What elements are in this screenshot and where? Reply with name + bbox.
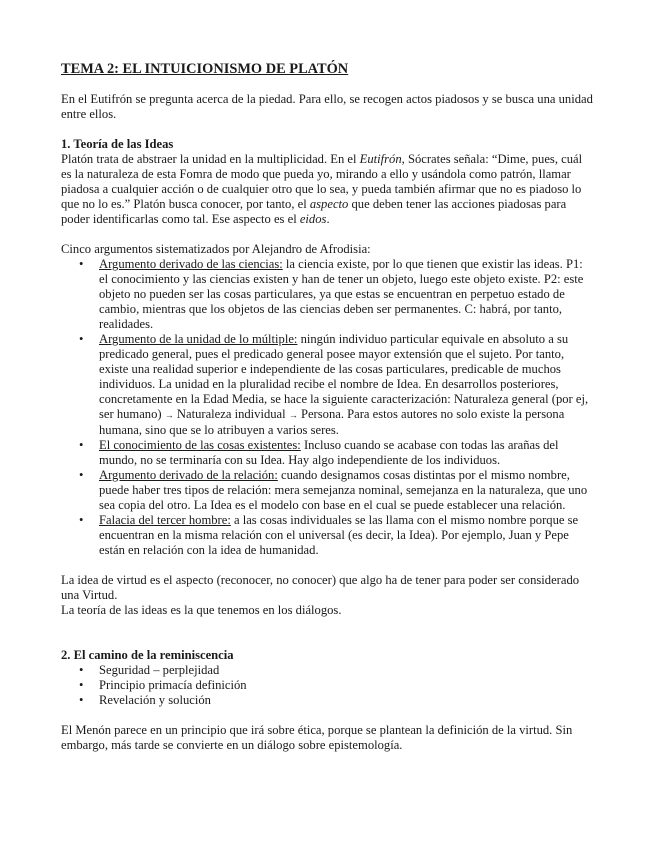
spacer xyxy=(61,708,593,723)
spacer xyxy=(61,227,593,242)
list-item: • Argumento derivado de la relación: cuando designamos cosas distintas por el mismo nombre, puede haber tres tipos de relación: mera semejanza nominal, semejanza en la naturaleza, que uno sea copia del otro. La Idea es el modelo con base en el cual se puede establecer una relación. xyxy=(99,468,593,513)
argument-label: Argumento derivado de las ciencias: xyxy=(99,257,283,271)
list-item: • Revelación y solución xyxy=(99,693,593,708)
argument-label: Argumento de la unidad de lo múltiple: xyxy=(99,332,298,346)
list-item: • Argumento derivado de las ciencias: la ciencia existe, por lo que tienen que existir las ideas. P1: el conocimiento y las ciencias existen y han de tener un objeto, luego este objeto existe. P2: este objeto no pueden ser las cosas particulares, ya que estas se encuentran en perpetuo estado de cambio, mientras que los objetos de las ciencias deben ser permanentes. C: habrá, por tanto, realidades. xyxy=(99,257,593,332)
section-1-paragraph: Platón trata de abstraer la unidad en la multiplicidad. En el Eutifrón, Sócrates señala: “Dime, pues, cuál es la naturaleza de esta Fomra de modo que pueda yo, mirando a ello y usándola como patrón, llamar piadosa a cualquier acción o de cualquier otro que lo sea, y pueda también afirmar que no es piadoso lo que no lo es.” Platón busca conocer, por tanto, el aspecto que deben tener las acciones piadosas para poder identificarlas como tal. Ese aspecto es el eidos. xyxy=(61,152,583,226)
argument-label: Argumento derivado de la relación: xyxy=(99,467,278,482)
section-1-heading: 1. Teoría de las Ideas xyxy=(61,137,174,151)
document-title: TEMA 2: EL INTUICIONISMO DE PLATÓN xyxy=(61,61,349,77)
final-paragraph: El Menón parece en un principio que irá sobre ética, porque se plantean la definición de la virtud. Sin embargo, más tarde se convierte en un diálogo sobre epistemología. xyxy=(61,722,573,752)
section-2-heading: 2. El camino de la reminiscencia xyxy=(61,647,234,662)
list-item: • Principio primacía definición xyxy=(99,678,593,693)
reminiscence-list xyxy=(61,663,593,708)
list-item: • Argumento de la unidad de lo múltiple: ningún individuo particular equivale en absoluto a su predicado general, pues el predicado general posee mayor extensión que el sujeto. Por tanto, existe una realidad superior e independiente de las cosas particulares, predicable de muchos individuos. La unidad en la pluralidad recibe el nombre de Idea. En desarrollos posteriores, concretamente en la Edad Media, se hace la siguiente caracterización: Naturaleza general (por ej, ser humano) → Naturaleza individual → Persona. Para estos autores no solo existe la persona humana, sino que se lo atribuyen a varios seres. xyxy=(99,332,593,438)
spacer xyxy=(61,558,593,573)
argument-label: Falacia del tercer hombre: xyxy=(99,512,231,527)
intro-paragraph: En el Eutifrón se pregunta acerca de la piedad. Para ello, se recogen actos piadosos y se busca una unidad entre ellos. xyxy=(61,92,593,121)
argument-label: El conocimiento de las cosas existentes: xyxy=(99,437,301,452)
spacer xyxy=(61,122,593,137)
arguments-list xyxy=(61,257,593,558)
list-item: • El conocimiento de las cosas existentes: Incluso cuando se acabase con todas las arañas del mundo, no se terminaría con su Idea. Hay algo independiente de los individuos. xyxy=(99,438,593,468)
closing-paragraph-2: La teoría de las ideas es la que tenemos en los diálogos. xyxy=(61,602,342,617)
spacer xyxy=(61,618,593,648)
closing-paragraph-1: La idea de virtud es el aspecto (reconocer, no conocer) que algo ha de tener para poder ser considerado una Virtud. xyxy=(61,572,580,602)
arrow-right-icon: → xyxy=(164,409,174,420)
list-item: • Falacia del tercer hombre: a las cosas individuales se las llama con el mismo nombre porque se encuentran en la misma relación con el universal (es decir, la Idea). Por ejemplo, Juan y Pepe están en relación con la idea de humanidad. xyxy=(99,513,593,558)
list-item: • Seguridad – perplejidad xyxy=(99,663,593,678)
arguments-intro: Cinco argumentos sistematizados por Alejandro de Afrodisia: xyxy=(61,242,371,256)
arrow-right-icon: → xyxy=(288,409,298,420)
